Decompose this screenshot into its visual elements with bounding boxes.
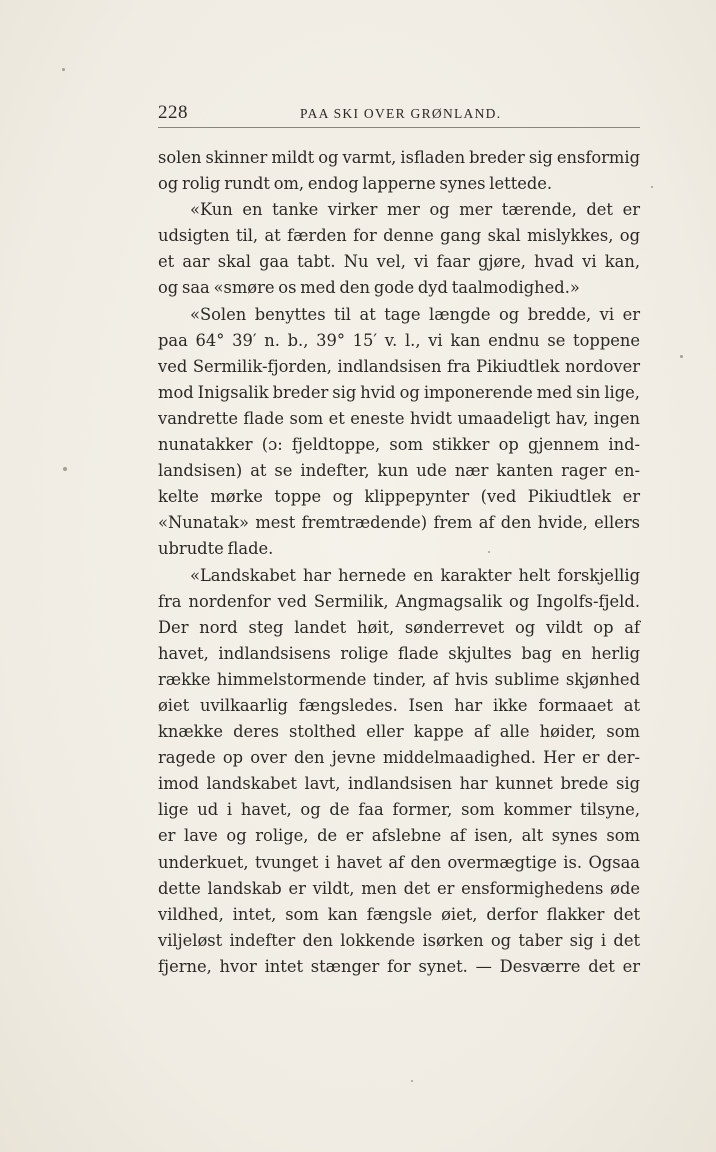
paper-speck [411, 1080, 413, 1082]
text-line: havet, indlandsisens rolige flade skjultes bag en herlig [158, 643, 640, 663]
text-line: dette landskab er vildt, men det er ensformighedens øde [158, 878, 640, 898]
text-line: mod Inigsalik breder sig hvid og imponerende med sin lige, [158, 382, 640, 402]
text-line: ragede op over den jevne middelmaadighed. Her er der- [158, 748, 640, 768]
header-rule [158, 127, 640, 128]
text-line: underkuet, tvunget i havet af den overmægtige is. Ogsaa [158, 852, 640, 872]
text-line: er lave og rolige, de er afslebne af isen, alt synes som [158, 826, 640, 846]
text-line: landsisen) at se indefter, kun ude nær kanten rager en- [158, 461, 640, 481]
text-line: nunatakker (ɔ: fjeldtoppe, som stikker op gjennem ind- [158, 435, 640, 455]
text-line: kelte mørke toppe og klippepynter (ved Pikiudtlek er [158, 487, 640, 507]
text-line: og rolig rundt om, endog lapperne synes lettede. [158, 174, 553, 194]
text-line: og saa «smøre os med den gode dyd taalmodighed.» [158, 278, 580, 298]
text-line: Der nord steg landet høit, sønderrevet og vildt op af [158, 617, 640, 637]
paper-speck [680, 355, 683, 358]
text-line: vildhed, intet, som kan fængsle øiet, derfor flakker det [158, 904, 640, 924]
text-line: ved Sermilik-fjorden, indlandsisen fra Pikiudtlek nordover [158, 356, 640, 376]
text-line: «Landskabet har hernede en karakter helt forskjellig [190, 565, 640, 585]
text-line: øiet uvilkaarlig fængsledes. Isen har ikke formaaet at [158, 695, 640, 715]
text-line: paa 64° 39′ n. b., 39° 15′ v. l., vi kan endnu se toppene [158, 330, 640, 350]
text-line: vandrette flade som et eneste hvidt umaadeligt hav, ingen [158, 408, 640, 428]
text-line: «Solen benyttes til at tage længde og bredde, vi er [190, 304, 640, 324]
text-line: række himmelstormende tinder, af hvis sublime skjønhed [158, 669, 640, 689]
paper-speck [62, 68, 65, 71]
paper-speck [63, 467, 67, 471]
text-line: et aar skal gaa tabt. Nu vel, vi faar gjøre, hvad vi kan, [158, 252, 640, 272]
page-header [158, 102, 640, 126]
text-line: fra nordenfor ved Sermilik, Angmagsalik og Ingolfs-fjeld. [158, 591, 640, 611]
page-number: 228 [158, 102, 188, 123]
text-line: viljeløst indefter den lokkende isørken og taber sig i det [158, 930, 640, 950]
text-line: fjerne, hvor intet stænger for synet. — Desværre det er [158, 956, 640, 976]
text-line: udsigten til, at færden for denne gang skal mislykkes, og [158, 226, 640, 246]
paper-speck [488, 551, 490, 553]
text-line: «Nunatak» mest fremtrædende) frem af den hvide, ellers [158, 513, 640, 533]
text-line: knække deres stolthed eller kappe af alle høider, som [158, 722, 640, 742]
text-line: lige ud i havet, og de faa former, som kommer tilsyne, [158, 800, 640, 820]
paper-speck [651, 186, 653, 188]
body-text [158, 145, 640, 980]
text-line: imod landskabet lavt, indlandsisen har kunnet brede sig [158, 774, 640, 794]
running-head: PAA SKI OVER GRØNLAND. [300, 106, 502, 121]
text-line: «Kun en tanke virker mer og mer tærende, det er [190, 200, 640, 220]
text-line: solen skinner mildt og varmt, isfladen breder sig ensformig [158, 148, 640, 167]
text-line: ubrudte flade. [158, 539, 274, 559]
